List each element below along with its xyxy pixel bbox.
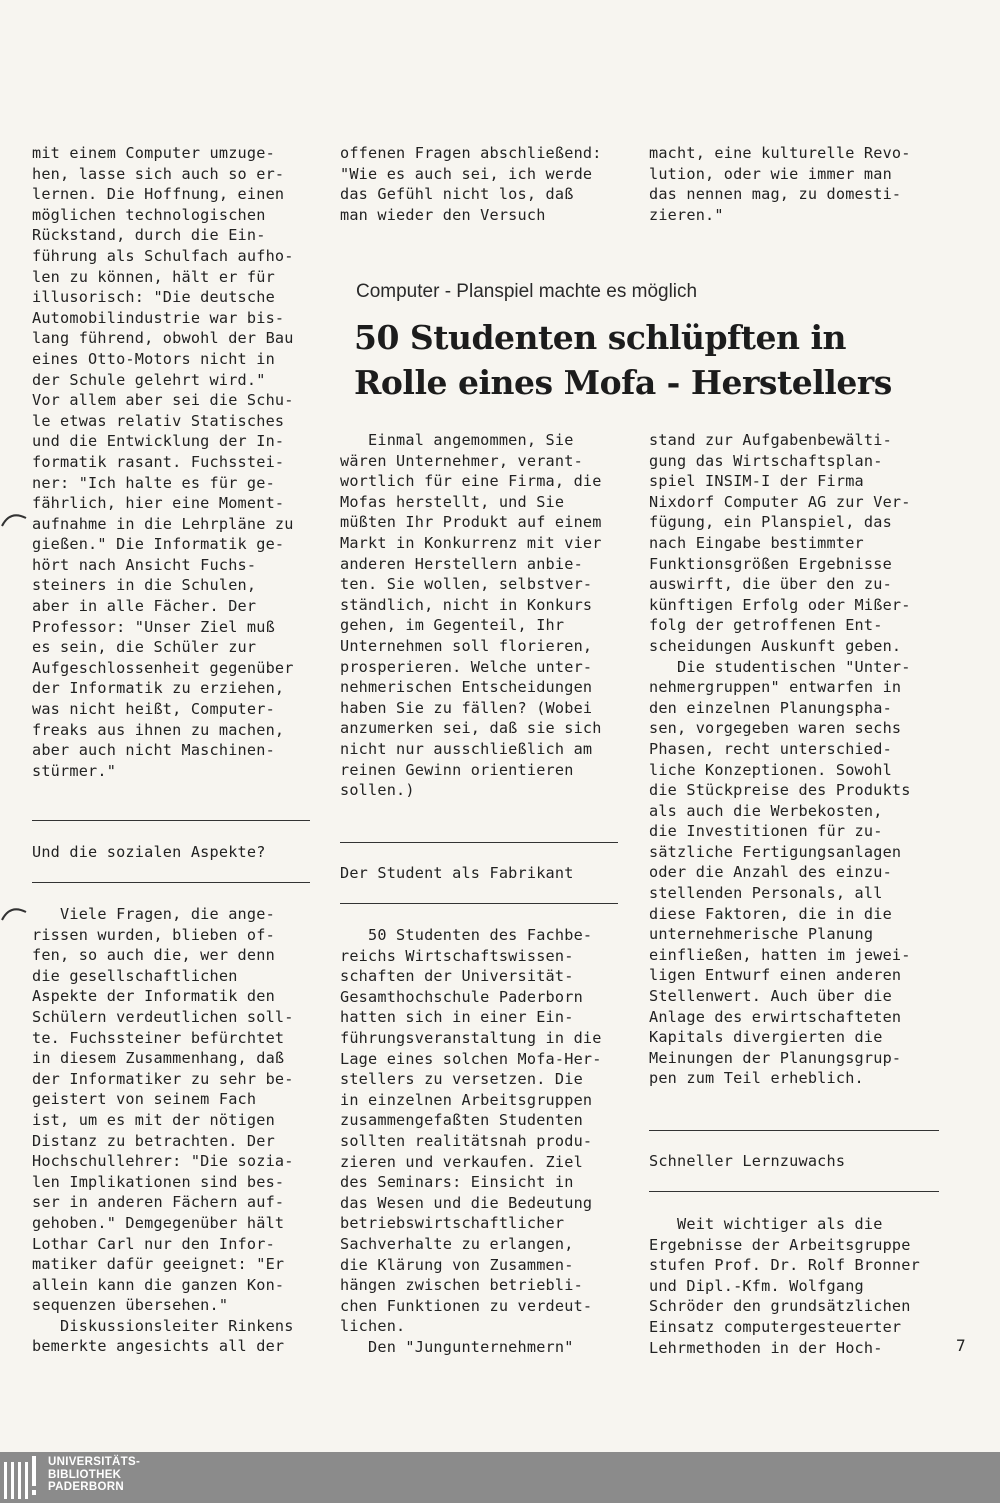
- text-line: möglichen technologischen: [32, 205, 266, 224]
- library-name-line-1: UNIVERSITÄTS-: [48, 1456, 141, 1468]
- text-line: sollen.): [340, 781, 415, 800]
- library-name-line-2: BIBLIOTHEK: [48, 1468, 122, 1481]
- column-1-part-2: [32, 904, 294, 1357]
- article-column-2-part-2: [340, 925, 602, 1357]
- text-line: spiel INSIM-I der Firma: [649, 472, 864, 491]
- text-line: le etwas relativ Statisches: [32, 411, 285, 430]
- text-line: lang führend, obwohl der Bau: [32, 329, 294, 348]
- text-line: die gesellschaftlichen: [32, 966, 238, 985]
- text-line: man wieder den Versuch: [340, 205, 546, 224]
- section-divider-bottom: [340, 903, 618, 904]
- text-line: das nennen mag, zu domesti-: [649, 185, 902, 204]
- text-line: Unternehmen soll florieren,: [340, 636, 593, 655]
- article-column-2-part-1: [340, 430, 602, 801]
- column-1-part-1: [32, 143, 294, 781]
- text-line: auswirft, die über den zu-: [649, 575, 892, 594]
- text-line: diese Faktoren, die in die: [649, 904, 892, 923]
- text-line: aber auch nicht Maschinen-: [32, 741, 275, 760]
- text-line: in einzelnen Arbeitsgruppen: [340, 1090, 593, 1109]
- text-line: Stellenwert. Auch über die: [649, 987, 892, 1006]
- text-line: müßten Ihr Produkt auf einem: [340, 513, 602, 532]
- text-line: Den "Jungunternehmern": [340, 1337, 574, 1356]
- text-line: Markt in Konkurrenz mit vier: [340, 533, 602, 552]
- text-line: sen, vorgegeben waren sechs: [649, 719, 902, 738]
- text-line: anderen Herstellern anbie-: [340, 554, 583, 573]
- text-line: in diesem Zusammenhang, daß: [32, 1049, 285, 1068]
- text-line: Aspekte der Informatik den: [32, 987, 275, 1006]
- text-line: zusammengefaßten Studenten: [340, 1111, 583, 1130]
- text-line: macht, eine kulturelle Revo-: [649, 144, 911, 162]
- article-kicker: Computer - Planspiel machte es möglich: [356, 281, 698, 302]
- text-line: folg der getroffenen Ent-: [649, 616, 883, 635]
- text-line: prosperieren. Welche unter-: [340, 657, 593, 676]
- text-line: 50 Studenten des Fachbe-: [340, 926, 593, 944]
- text-line: als auch die Werbekosten,: [649, 801, 883, 820]
- text-line: wären Unternehmer, verant-: [340, 451, 583, 470]
- text-line: Ergebnisse der Arbeitsgruppe: [649, 1235, 911, 1254]
- text-line: hatten sich in einer Ein-: [340, 1008, 574, 1027]
- article-headline: [354, 315, 892, 405]
- text-line: Phasen, recht unterschied-: [649, 739, 892, 758]
- text-line: Einsatz computergesteuerter: [649, 1317, 902, 1336]
- text-line: der Informatik zu erziehen,: [32, 679, 285, 698]
- text-line: gung das Wirtschaftsplan-: [649, 451, 883, 470]
- text-line: len Implikationen sind bes-: [32, 1172, 285, 1191]
- text-line: Lothar Carl nur den Infor-: [32, 1234, 275, 1253]
- section-divider-top: [32, 820, 310, 821]
- text-line: Weit wichtiger als die: [649, 1215, 883, 1233]
- text-line: fährlich, hier eine Moment-: [32, 494, 285, 513]
- subhead-fast-learning: Schneller Lernzuwachs: [649, 1152, 846, 1170]
- text-line: der Schule gelehrt wird.": [32, 370, 266, 389]
- text-line: lernen. Die Hoffnung, einen: [32, 185, 285, 204]
- text-line: steiners in die Schulen,: [32, 576, 257, 595]
- text-line: und Dipl.-Kfm. Wolfgang: [649, 1276, 864, 1295]
- text-line: aufnahme in die Lehrpläne zu: [32, 514, 294, 533]
- text-line: nicht nur ausschließlich am: [340, 739, 593, 758]
- text-line: Professor: "Unser Ziel muß: [32, 617, 275, 636]
- text-line: stellers zu versetzen. Die: [340, 1070, 583, 1089]
- text-line: Nixdorf Computer AG zur Ver-: [649, 492, 911, 511]
- text-line: Aufgeschlossenheit gegenüber: [32, 658, 294, 677]
- library-footer-bar: [0, 1452, 1000, 1503]
- text-line: ligen Entwurf einen anderen: [649, 966, 902, 985]
- text-line: freaks aus ihnen zu machen,: [32, 720, 285, 739]
- text-line: schaften der Universität-: [340, 967, 574, 986]
- text-line: ist, um es mit der nötigen: [32, 1110, 275, 1129]
- text-line: betriebswirtschaftlicher: [340, 1214, 565, 1233]
- text-line: Anlage des erwirtschafteten: [649, 1007, 902, 1026]
- text-line: Einmal angemommen, Sie: [340, 431, 574, 449]
- text-line: mit einem Computer umzuge-: [32, 144, 275, 162]
- text-line: reinen Gewinn orientieren: [340, 760, 574, 779]
- text-line: des Seminars: Einsicht in: [340, 1173, 574, 1192]
- text-line: hen, lasse sich auch so er-: [32, 164, 285, 183]
- text-line: liche Konzeptionen. Sowohl: [649, 760, 892, 779]
- headline-line-2: Rolle eines Mofa - Herstellers: [354, 363, 892, 402]
- text-line: scheidungen Auskunft geben.: [649, 636, 902, 655]
- text-line: die Klärung von Zusammen-: [340, 1255, 574, 1274]
- text-line: anzumerken sei, daß sie sich: [340, 719, 602, 738]
- text-line: hört nach Ansicht Fuchs-: [32, 555, 257, 574]
- text-line: wortlich für eine Firma, die: [340, 472, 602, 491]
- text-line: Mofas herstellt, und Sie: [340, 492, 565, 511]
- text-line: eines Otto-Motors nicht in: [32, 349, 275, 368]
- article-column-3-part-2: [649, 1214, 920, 1358]
- text-line: Vor allem aber sei die Schu-: [32, 391, 294, 410]
- text-line: te. Fuchssteiner befürchtet: [32, 1028, 285, 1047]
- text-line: gehen, im Gegenteil, Ihr: [340, 616, 565, 635]
- section-divider-top: [340, 842, 618, 843]
- subhead-student-manufacturer: Der Student als Fabrikant: [340, 864, 574, 882]
- text-line: und die Entwicklung der In-: [32, 432, 285, 451]
- text-line: sollten realitätsnah produ-: [340, 1131, 593, 1150]
- text-line: das Wesen und die Bedeutung: [340, 1193, 593, 1212]
- section-divider-bottom: [32, 882, 310, 883]
- section-divider-top: [649, 1130, 939, 1131]
- text-line: Schröder den grundsätzlichen: [649, 1297, 911, 1316]
- text-line: Distanz zu betrachten. Der: [32, 1131, 275, 1150]
- text-line: zieren und verkaufen. Ziel: [340, 1152, 583, 1171]
- text-line: Rückstand, durch die Ein-: [32, 226, 266, 245]
- text-line: führungsveranstaltung in die: [340, 1028, 602, 1047]
- text-line: nehmerischen Entscheidungen: [340, 678, 593, 697]
- text-line: nach Eingabe bestimmter: [649, 533, 864, 552]
- text-line: stürmer.": [32, 761, 117, 780]
- text-line: lichen.: [340, 1317, 406, 1336]
- text-line: ständlich, nicht in Konkurs: [340, 595, 593, 614]
- text-line: der Informatiker zu sehr be-: [32, 1069, 294, 1088]
- text-line: die Stückpreise des Produkts: [649, 781, 911, 800]
- text-line: aber in alle Fächer. Der: [32, 597, 257, 616]
- section-divider-bottom: [649, 1191, 939, 1192]
- text-line: fügung, ein Planspiel, das: [649, 513, 892, 532]
- text-line: chen Funktionen zu verdeut-: [340, 1296, 593, 1315]
- text-line: nehmergruppen" entwarfen in: [649, 678, 902, 697]
- text-line: fen, so auch die, wer denn: [32, 946, 275, 965]
- text-line: das Gefühl nicht los, daß: [340, 185, 574, 204]
- text-line: einfließen, hatten im jewei-: [649, 945, 911, 964]
- column-2-top-text: [340, 143, 602, 225]
- library-name: [48, 1456, 140, 1494]
- text-line: Automobilindustrie war bis-: [32, 308, 285, 327]
- text-line: was nicht heißt, Computer-: [32, 700, 275, 719]
- text-line: sätzliche Fertigungsanlagen: [649, 842, 902, 861]
- text-line: gehoben." Demgegenüber hält: [32, 1213, 285, 1232]
- text-line: bemerkte angesichts all der: [32, 1337, 285, 1356]
- text-line: matiker dafür geeignet: "Er: [32, 1255, 285, 1274]
- text-line: haben Sie zu fällen? (Wobei: [340, 698, 593, 717]
- text-line: formatik rasant. Fuchsstei-: [32, 452, 285, 471]
- text-line: Sachverhalte zu erlangen,: [340, 1234, 574, 1253]
- text-line: die Investitionen für zu-: [649, 822, 883, 841]
- subhead-social-aspects: Und die sozialen Aspekte?: [32, 843, 266, 861]
- text-line: illusorisch: "Die deutsche: [32, 288, 275, 307]
- text-line: ner: "Ich halte es für ge-: [32, 473, 275, 492]
- text-line: es sein, die Schüler zur: [32, 638, 257, 657]
- text-line: ten. Sie wollen, selbstver-: [340, 575, 593, 594]
- text-line: künftigen Erfolg oder Mißer-: [649, 595, 911, 614]
- text-line: allein kann die ganzen Kon-: [32, 1275, 285, 1294]
- text-line: unternehmerische Planung: [649, 925, 874, 944]
- text-line: Hochschullehrer: "Die sozia-: [32, 1152, 294, 1171]
- text-line: pen zum Teil erheblich.: [649, 1069, 864, 1088]
- text-line: sequenzen übersehen.": [32, 1296, 229, 1315]
- text-line: führung als Schulfach aufho-: [32, 246, 294, 265]
- text-line: geistert von seinem Fach: [32, 1090, 257, 1109]
- headline-line-1: 50 Studenten schlüpften in: [354, 318, 846, 357]
- text-line: stufen Prof. Dr. Rolf Bronner: [649, 1256, 920, 1275]
- text-line: Lage eines solchen Mofa-Her-: [340, 1049, 602, 1068]
- text-line: zieren.": [649, 205, 724, 224]
- text-line: Die studentischen "Unter-: [649, 657, 911, 676]
- page-curl-mark: [0, 508, 30, 530]
- text-line: Meinungen der Planungsgrup-: [649, 1048, 902, 1067]
- text-line: Kapitals divergierten die: [649, 1028, 883, 1047]
- text-line: len zu können, hält er für: [32, 267, 275, 286]
- article-column-3-part-1: [649, 430, 911, 1089]
- text-line: lution, oder wie immer man: [649, 164, 892, 183]
- page-number: 7: [956, 1336, 966, 1355]
- text-line: Lehrmethoden in der Hoch-: [649, 1338, 883, 1357]
- text-line: Diskussionsleiter Rinkens: [32, 1316, 294, 1335]
- library-name-line-3: PADERBORN: [48, 1481, 124, 1493]
- text-line: Viele Fragen, die ange-: [32, 905, 275, 923]
- text-line: offenen Fragen abschließend:: [340, 144, 602, 162]
- text-line: gießen." Die Informatik ge-: [32, 535, 285, 554]
- text-line: stellenden Personals, all: [649, 884, 883, 903]
- text-line: hängen zwischen betriebli-: [340, 1276, 583, 1295]
- text-line: rissen wurden, blieben of-: [32, 925, 275, 944]
- column-3-top-text: [649, 143, 911, 225]
- text-line: ser in anderen Fächern auf-: [32, 1193, 285, 1212]
- text-line: "Wie es auch sei, ich werde: [340, 164, 593, 183]
- text-line: oder die Anzahl des einzu-: [649, 863, 892, 882]
- text-line: Gesamthochschule Paderborn: [340, 987, 583, 1006]
- text-line: Schülern verdeutlichen soll-: [32, 1007, 294, 1026]
- text-line: reichs Wirtschaftswissen-: [340, 946, 574, 965]
- text-line: Funktionsgrößen Ergebnisse: [649, 554, 892, 573]
- library-logo-icon: [4, 1456, 38, 1499]
- text-line: den einzelnen Planungspha-: [649, 698, 892, 717]
- page-curl-mark: [0, 902, 30, 924]
- text-line: stand zur Aufgabenbewälti-: [649, 431, 892, 449]
